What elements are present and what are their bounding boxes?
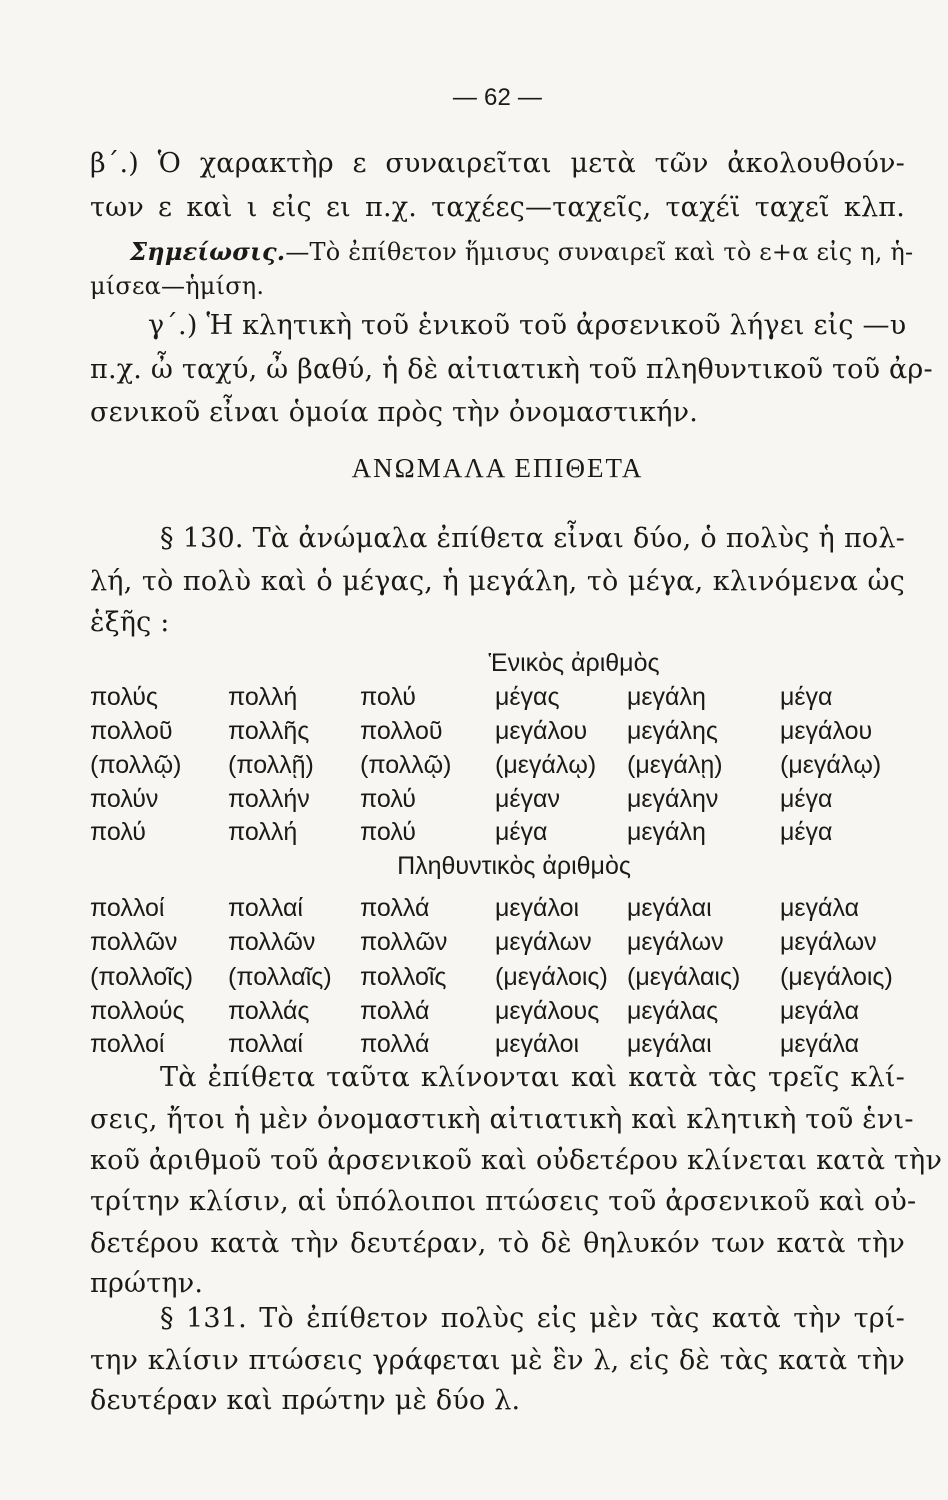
table-cell: πολύ — [360, 683, 416, 711]
table-cell: μέγα — [780, 683, 833, 711]
after-table-line-3: κοῦ ἀριθμοῦ τοῦ ἀρσενικοῦ καὶ οὐδετέρου κλίνεται κατὰ τὴν — [90, 1145, 943, 1176]
note-line-2: μίσεα—ἡμίση. — [90, 272, 265, 300]
note-label: Σημείωσις. — [130, 237, 286, 266]
table-cell: μέγα — [495, 818, 548, 846]
table-cell: πολλαί — [228, 1030, 303, 1058]
table-row — [90, 816, 920, 848]
table-cell: μεγάλου — [780, 717, 873, 745]
table-cell: πολύς — [90, 683, 158, 711]
table-cell: μεγάλα — [780, 1030, 860, 1058]
after-table-line-2: σεις, ἤτοι ἡ μὲν ὀνομαστικὴ αἰτιατικὴ καὶ κλητικὴ τοῦ ἑνι- — [90, 1104, 914, 1135]
after-table-line-1: Τὰ ἐπίθετα ταῦτα κλίνονται καὶ κατὰ τὰς τρεῖς κλί- — [160, 1062, 905, 1093]
table-cell: πολύ — [360, 818, 416, 846]
table-cell: μεγάλους — [495, 997, 600, 1025]
table-row — [90, 892, 920, 924]
table-cell: (πολλῷ) — [360, 751, 452, 779]
plural-caption: Πληθυντικὸς ἀριθμὸς — [397, 852, 631, 880]
table-row — [90, 749, 920, 781]
note-text: —Τὸ ἐπίθετον ἥμισυς συναιρεῖ καὶ τὸ ε+α εἰς η, ἡ- — [285, 238, 914, 266]
table-cell: πολλῶν — [90, 928, 178, 956]
table-row — [90, 783, 920, 815]
table-cell: πολλή — [228, 818, 298, 846]
table-cell: (μεγάλῳ) — [780, 751, 882, 779]
table-cell: πολλάς — [228, 997, 310, 1025]
table-cell: μεγάλων — [495, 928, 592, 956]
after-table-line-6: πρώτην. — [90, 1268, 204, 1299]
table-row — [90, 926, 920, 958]
table-cell: (μεγάλοις) — [780, 963, 893, 991]
section-heading: ΑΝΩΜΑΛΑ ΕΠΙΘΕΤΑ — [351, 453, 644, 483]
table-cell: πολλοί — [90, 894, 165, 922]
section-131-line-1: § 131. Τὸ ἐπίθετον πολὺς εἰς μὲν τὰς κατὰ τὴν τρί- — [160, 1303, 905, 1334]
table-cell: (πολλοῖς) — [90, 963, 194, 991]
table-cell: (μεγάλῃ) — [627, 751, 723, 779]
singular-caption: Ἑνικὸς ἀριθμὸς — [488, 649, 660, 677]
table-cell: μεγάλας — [627, 997, 719, 1025]
table-cell: (μεγάλῳ) — [495, 751, 597, 779]
table-cell: μεγάλων — [780, 928, 877, 956]
paragraph-gamma-line-3: σενικοῦ εἶναι ὁμοία πρὸς τὴν ὀνομαστικήν. — [90, 397, 698, 428]
table-cell: μεγάλαι — [627, 894, 712, 922]
table-cell: πολλαί — [228, 894, 303, 922]
table-cell: πολλά — [360, 894, 430, 922]
paragraph-gamma-line-2: π.χ. ὦ ταχύ, ὦ βαθύ, ἡ δὲ αἰτιατικὴ τοῦ πληθυντικοῦ τοῦ ἀρ- — [90, 354, 933, 385]
table-cell: πολλή — [228, 683, 298, 711]
section-130-line-3: ἑξῆς : — [90, 607, 170, 638]
table-cell: μεγάλαι — [627, 1030, 712, 1058]
section-130-line-2: λή, τὸ πολὺ καὶ ὁ μέγας, ἡ μεγάλη, τὸ μέγα, κλινόμενα ὡς — [90, 566, 905, 597]
table-cell: μεγάλου — [495, 717, 588, 745]
table-cell: μέγαν — [495, 785, 561, 813]
table-cell: μεγάλα — [780, 894, 860, 922]
table-cell: μεγάλα — [780, 997, 860, 1025]
table-cell: (μεγάλοις) — [495, 963, 608, 991]
table-cell: πολλοῖς — [360, 963, 447, 991]
table-cell: (πολλαῖς) — [228, 963, 332, 991]
table-cell: μεγάλην — [627, 785, 719, 813]
table-row — [90, 681, 920, 713]
table-cell: πολλῶν — [228, 928, 316, 956]
table-cell: μεγάλης — [627, 717, 718, 745]
table-cell: μεγάλη — [627, 683, 706, 711]
after-table-line-5: δετέρου κατὰ τὴν δευτέραν, τὸ δὲ θηλυκόν των κατὰ τὴν — [90, 1228, 905, 1259]
table-row — [90, 1028, 920, 1060]
table-cell: πολλούς — [90, 997, 185, 1025]
paragraph-gamma-line-1: γ΄.) Ἡ κλητικὴ τοῦ ἑνικοῦ τοῦ ἀρσενικοῦ λήγει εἰς —υ — [148, 310, 907, 341]
table-cell: μέγα — [780, 785, 833, 813]
section-130-line-1: § 130. Τὰ ἀνώμαλα ἐπίθετα εἶναι δύο, ὁ πολὺς ἡ πολ- — [160, 523, 905, 554]
section-131-line-3: δευτέραν καὶ πρώτην μὲ δύο λ. — [90, 1385, 521, 1416]
table-cell: πολύ — [90, 818, 146, 846]
table-cell: πολύν — [90, 785, 159, 813]
table-cell: μέγα — [780, 818, 833, 846]
table-cell: μεγάλη — [627, 818, 706, 846]
table-cell: πολλοῦ — [90, 717, 173, 745]
after-table-line-4: τρίτην κλίσιν, αἱ ὑπόλοιποι πτώσεις τοῦ ἀρσενικοῦ καὶ οὐ- — [90, 1186, 917, 1217]
table-cell: μέγας — [495, 683, 560, 711]
table-cell: (μεγάλαις) — [627, 963, 741, 991]
table-cell: πολλῶν — [360, 928, 448, 956]
table-cell: (πολλῇ) — [228, 751, 314, 779]
table-row — [90, 961, 920, 993]
table-cell: πολλῆς — [228, 717, 310, 745]
table-row — [90, 995, 920, 1027]
note-line-1 — [130, 236, 914, 268]
table-row — [90, 715, 920, 747]
table-cell: (πολλῷ) — [90, 751, 182, 779]
table-cell: πολλά — [360, 997, 430, 1025]
table-cell: μεγάλοι — [495, 1030, 580, 1058]
page-number: — 62 — — [452, 84, 543, 111]
table-cell: πολλοί — [90, 1030, 165, 1058]
paragraph-beta-line-1: β΄.) Ὁ χαρακτὴρ ε συναιρεῖται μετὰ τῶν ἀκολουθούν- — [90, 148, 905, 179]
table-cell: μεγάλοι — [495, 894, 580, 922]
table-cell: πολλά — [360, 1030, 430, 1058]
section-131-line-2: την κλίσιν πτώσεις γράφεται μὲ ἓν λ, εἰς δὲ τὰς κατὰ τὴν — [90, 1345, 905, 1376]
paragraph-beta-line-2: των ε καὶ ι εἰς ει π.χ. ταχέες—ταχεῖς, ταχέϊ ταχεῖ κλπ. — [90, 192, 905, 223]
table-cell: μεγάλων — [627, 928, 724, 956]
table-cell: πολλοῦ — [360, 717, 443, 745]
table-cell: πολλήν — [228, 785, 310, 813]
table-cell: πολύ — [360, 785, 416, 813]
